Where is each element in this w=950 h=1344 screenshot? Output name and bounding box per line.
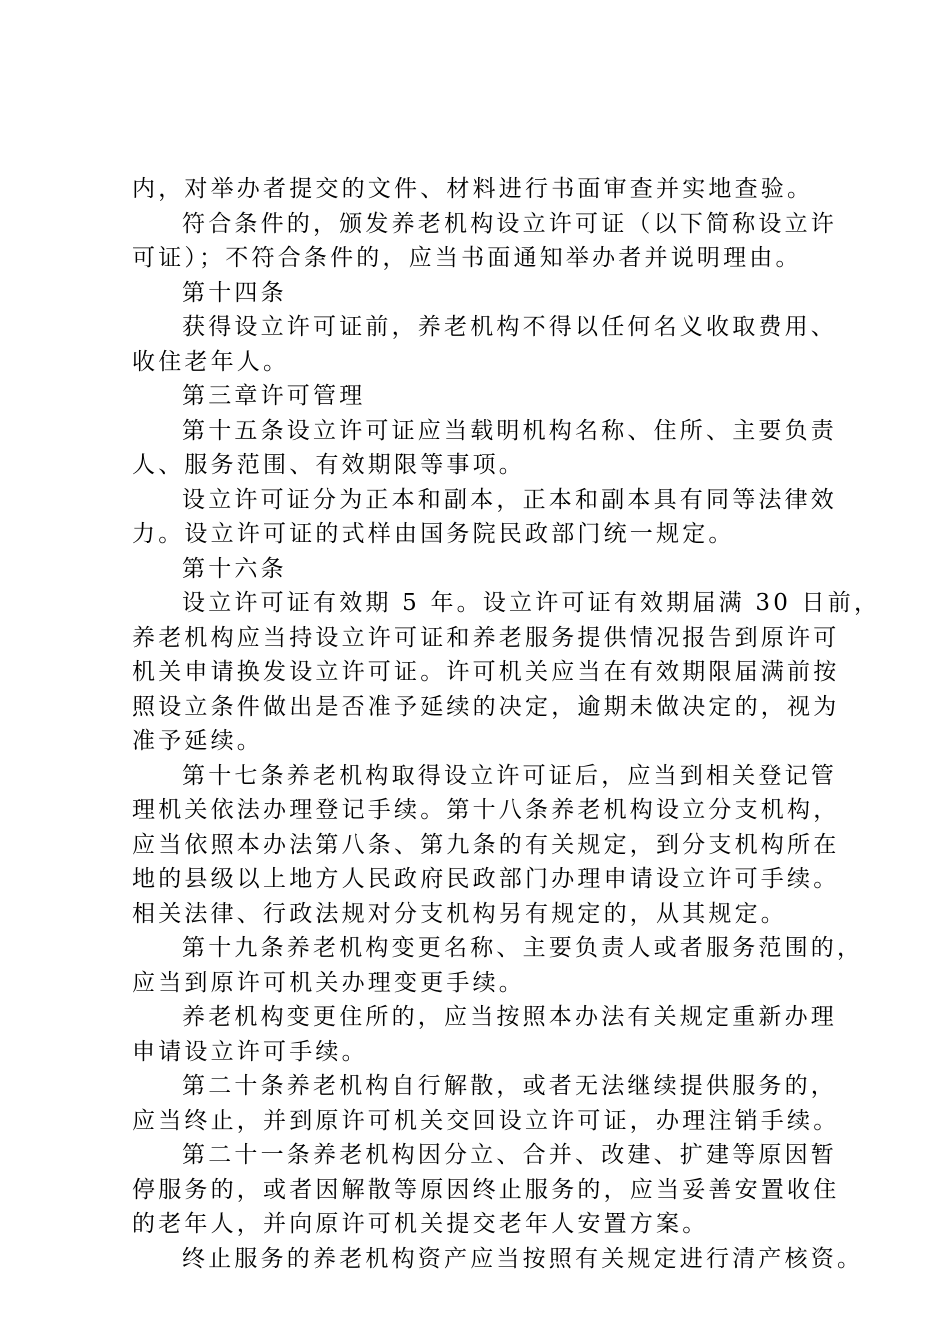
- text-line: 地的县级以上地方人民政府民政部门办理申请设立许可手续。: [132, 866, 840, 892]
- text-line: 应当终止，并到原许可机关交回设立许可证，办理注销手续。: [132, 1107, 840, 1134]
- text-line: 力。设立许可证的式样由国务院民政部门统一规定。: [132, 521, 735, 547]
- text-line: 第三章许可管理: [182, 383, 366, 409]
- text-line: 应当依照本办法第八条、第九条的有关规定，到分支机构所在: [132, 831, 840, 858]
- text-line: 第十五条设立许可证应当载明机构名称、住所、主要负责: [182, 417, 837, 444]
- text-line: 第十九条养老机构变更名称、主要负责人或者服务范围的，: [182, 935, 864, 961]
- text-line: 停服务的，或者因解散等原因终止服务的，应当妥善安置收住: [132, 1176, 840, 1203]
- text-line: 第二十条养老机构自行解散，或者无法继续提供服务的，: [182, 1073, 837, 1099]
- text-line: 终止服务的养老机构资产应当按照有关规定进行清产核资。: [182, 1245, 864, 1272]
- text-line: 人、服务范围、有效期限等事项。: [132, 452, 525, 478]
- text-line: 的老年人，并向原许可机关提交老年人安置方案。: [132, 1211, 709, 1237]
- text-line: 照设立条件做出是否准予延续的决定，逾期未做决定的，视为: [132, 693, 840, 720]
- text-line: 设立许可证分为正本和副本，正本和副本具有同等法律效: [182, 486, 837, 513]
- text-line: 应当到原许可机关办理变更手续。: [132, 969, 525, 996]
- text-line: 养老机构应当持设立许可证和养老服务提供情况报告到原许可: [132, 624, 840, 651]
- text-line: 理机关依法办理登记手续。第十八条养老机构设立分支机构，: [132, 797, 840, 823]
- text-line: 养老机构变更住所的，应当按照本办法有关规定重新办理: [182, 1004, 837, 1030]
- text-line: 第十七条养老机构取得设立许可证后，应当到相关登记管: [182, 762, 837, 789]
- text-line: 获得设立许可证前，养老机构不得以任何名义收取费用、: [182, 314, 837, 340]
- text-line: 符合条件的，颁发养老机构设立许可证（以下简称设立许: [182, 210, 837, 237]
- text-line: 第二十一条养老机构因分立、合并、改建、扩建等原因暂: [182, 1142, 837, 1168]
- text-line: 第十四条: [182, 279, 287, 306]
- text-line: 准予延续。: [132, 728, 263, 754]
- text-line: 申请设立许可手续。: [132, 1038, 368, 1065]
- text-line: 设立许可证有效期 5 年。设立许可证有效期届满 30 日前，: [182, 590, 881, 616]
- text-line: 可证）；不符合条件的，应当书面通知举办者并说明理由。: [132, 245, 802, 271]
- text-line: 收住老年人。: [132, 348, 290, 375]
- document-body: [132, 172, 881, 1276]
- text-line: 机关申请换发设立许可证。许可机关应当在有效期限届满前按: [132, 659, 840, 685]
- text-line: 内，对举办者提交的文件、材料进行书面审查并实地查验。: [132, 176, 814, 202]
- text-line: 相关法律、行政法规对分支机构另有规定的，从其规定。: [132, 900, 787, 927]
- text-line: 第十六条: [182, 555, 287, 582]
